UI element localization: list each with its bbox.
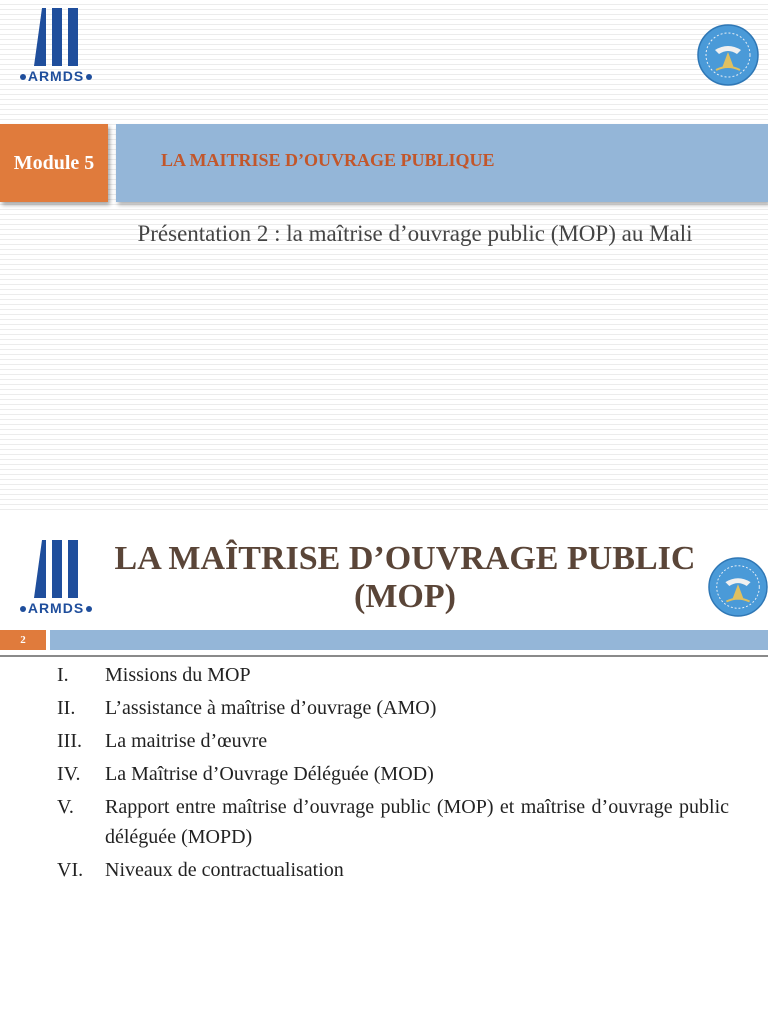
agenda-item [57, 792, 729, 852]
mali-emblem-icon [697, 24, 759, 86]
agenda-number: III. [57, 730, 82, 752]
logo-label: ARMDS [27, 600, 85, 616]
armds-bars-icon [28, 540, 84, 598]
module-title-bar [116, 124, 768, 202]
agenda-item [57, 660, 729, 690]
logo-label: ARMDS [27, 68, 85, 84]
agenda-text: La maitrise d’œuvre [105, 730, 268, 752]
agenda-item [57, 726, 729, 756]
agenda-number: VI. [57, 859, 84, 881]
agenda-number: IV. [57, 763, 81, 785]
mali-emblem-icon [708, 556, 768, 618]
agenda-number: V. [57, 796, 74, 818]
slide-1 [0, 0, 768, 510]
agenda-text: Niveaux de contractualisation [105, 859, 344, 881]
divider [0, 655, 768, 657]
slide-number: 2 [20, 634, 26, 646]
armds-logo [8, 540, 104, 618]
module-title: LA MAITRISE D’OUVRAGE PUBLIQUE [161, 150, 495, 170]
agenda-text: La Maîtrise d’Ouvrage Déléguée (MOD) [105, 763, 434, 785]
header-bar [50, 630, 768, 650]
presentation-subtitle: Présentation 2 : la maîtrise d’ouvrage public (MOP) au Mali [137, 221, 693, 246]
slide-number-box [0, 630, 46, 650]
slide-2 [0, 530, 768, 1024]
agenda-text: Missions du MOP [105, 664, 251, 686]
module-label: Module 5 [13, 151, 95, 174]
agenda-item [57, 693, 729, 723]
agenda-item [57, 855, 729, 885]
armds-logo [8, 8, 104, 86]
agenda-item [57, 759, 729, 789]
agenda-number: I. [57, 664, 69, 686]
slide-title: LA MAÎTRISE D’OUVRAGE PUBLIC (MOP) [114, 540, 696, 615]
agenda-text: L’assistance à maîtrise d’ouvrage (AMO) [105, 697, 437, 719]
module-label-box [0, 124, 108, 202]
agenda-text: Rapport entre maîtrise d’ouvrage public (MOP) et maîtrise d’ouvrage public déléguée (MOPD) [105, 796, 729, 848]
agenda-number: II. [57, 697, 76, 719]
armds-bars-icon [28, 8, 84, 66]
agenda-list [57, 660, 729, 888]
